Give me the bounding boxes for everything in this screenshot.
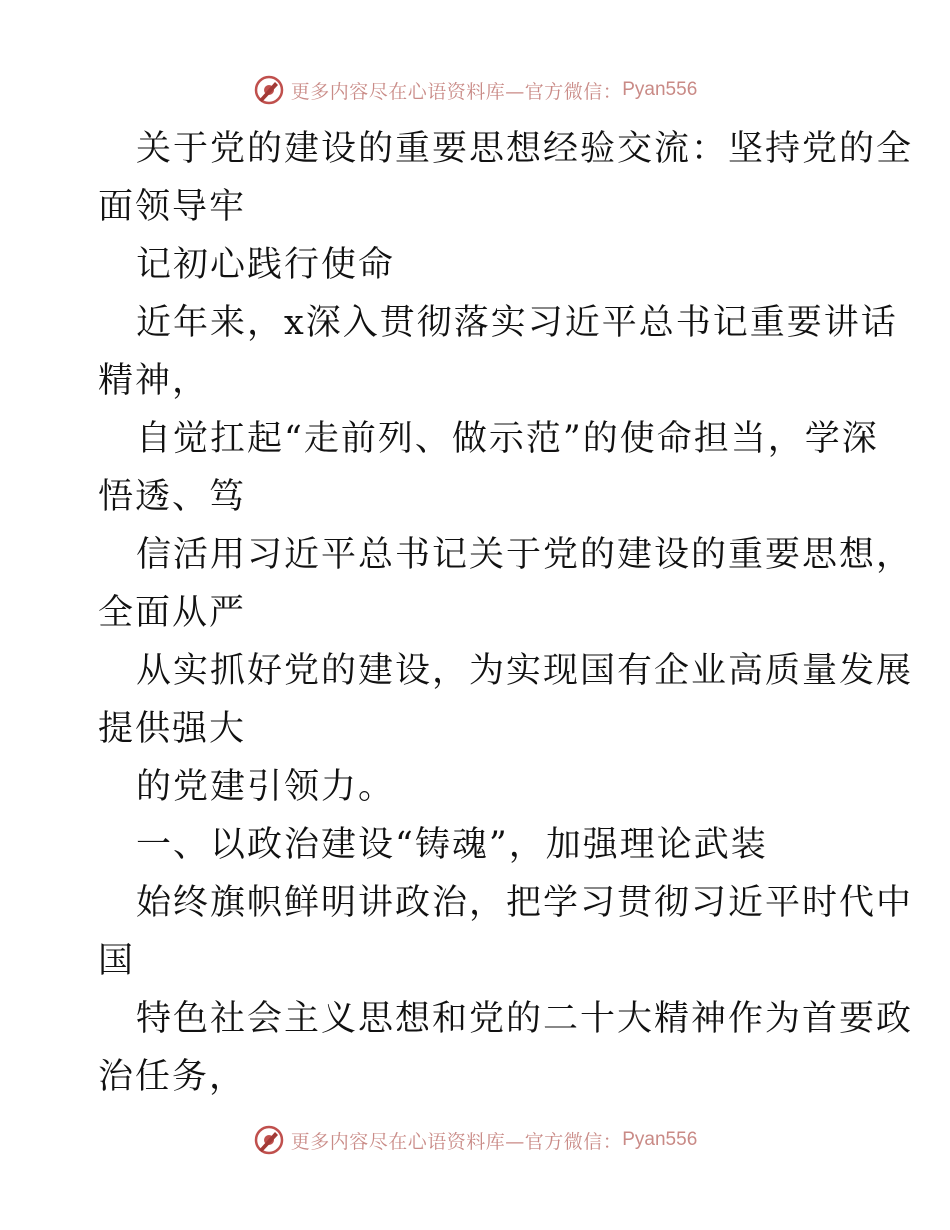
section-heading: 一、以政治建设“铸魂”，加强理论武装 bbox=[136, 825, 768, 865]
watermark-id: Pyan556 bbox=[622, 79, 698, 100]
text-line: 记初心践行使命 bbox=[136, 245, 396, 285]
text-line: 全面从严 bbox=[98, 593, 247, 633]
footer-watermark bbox=[0, 1120, 950, 1160]
text-line: 近年来，x深入贯彻落实习近平总书记重要讲话 bbox=[136, 303, 898, 343]
text-line: 自觉扛起“走前列、做示范”的使命担当，学深 bbox=[136, 419, 879, 459]
text-line: 精神， bbox=[98, 361, 210, 401]
text-line: 始终旗帜鲜明讲政治，把学习贯彻习近平时代中 bbox=[136, 883, 914, 923]
text-line: 特色社会主义思想和党的二十大精神作为首要政 bbox=[136, 999, 914, 1039]
text-line: 治任务， bbox=[98, 1057, 247, 1097]
document-body bbox=[98, 120, 914, 1106]
quill-logo-icon bbox=[253, 1124, 285, 1156]
text-line: 国 bbox=[98, 941, 136, 981]
text-line: 信活用习近平总书记关于党的建设的重要思想， bbox=[136, 535, 914, 575]
text-line: 从实抓好党的建设，为实现国有企业高质量发展 bbox=[136, 651, 914, 691]
text-line: 悟透、笃 bbox=[98, 477, 247, 517]
text-line: 提供强大 bbox=[98, 709, 247, 749]
watermark-id: Pyan556 bbox=[622, 1129, 698, 1150]
text-line: 面领导牢 bbox=[98, 187, 247, 227]
header-watermark bbox=[0, 70, 950, 110]
text-line: 关于党的建设的重要思想经验交流：坚持党的全 bbox=[136, 129, 914, 169]
quill-logo-icon bbox=[253, 74, 285, 106]
text-line: 的党建引领力。 bbox=[136, 767, 396, 807]
watermark-text: 更多内容尽在心语资料库—官方微信： bbox=[290, 1130, 623, 1153]
watermark-text: 更多内容尽在心语资料库—官方微信： bbox=[290, 80, 623, 103]
